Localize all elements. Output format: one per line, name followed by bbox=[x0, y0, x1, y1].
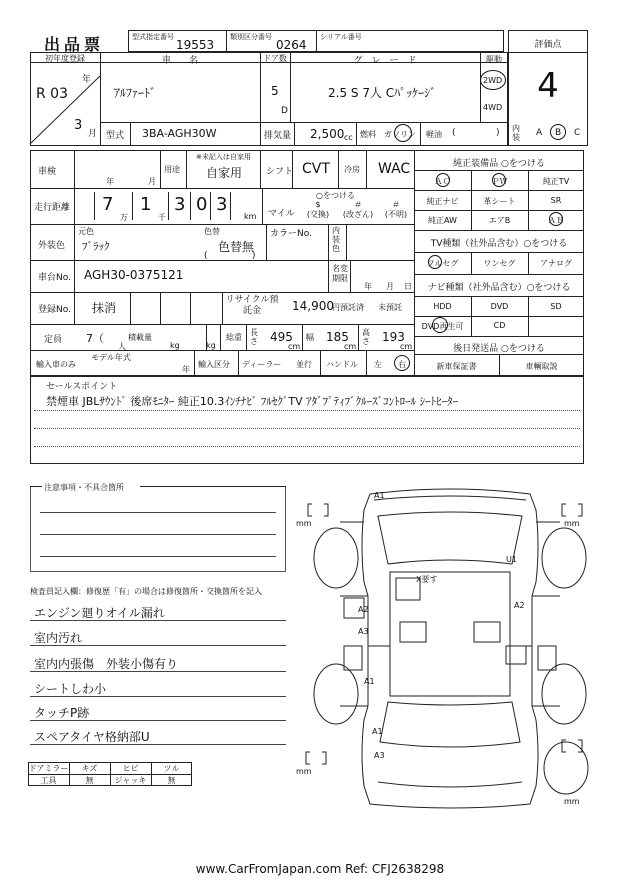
score-value: 4 bbox=[537, 66, 559, 106]
name-change-label: 名変期限 bbox=[332, 264, 348, 283]
later-manual: 車輌取説 bbox=[525, 362, 558, 371]
drive-2wd: 2WD bbox=[483, 76, 503, 85]
mileage-note: ○をつける bbox=[316, 191, 355, 200]
svg-text:mm: mm bbox=[296, 519, 312, 528]
color-no-label: カラーNo. bbox=[270, 229, 312, 239]
load-unit: kg bbox=[170, 341, 180, 350]
import-parallel: 並行 bbox=[296, 360, 312, 369]
tools-v2: 無 bbox=[85, 776, 94, 785]
mileage-mile: マイル bbox=[268, 209, 295, 219]
navi-type-label: ナビ種類（社外品含む）○をつける bbox=[427, 283, 571, 293]
svg-text:mm: mm bbox=[296, 767, 312, 776]
usage-label: 用途 bbox=[164, 165, 180, 174]
navi-dvd-playable: DVD再生可 bbox=[421, 322, 464, 331]
footer-ref: www.CarFromJapan.com Ref: CFJ2638298 bbox=[195, 862, 445, 876]
navi-sd: SD bbox=[550, 302, 562, 311]
sales-label: セールスポイント bbox=[46, 382, 118, 392]
score-label: 評価点 bbox=[534, 40, 562, 50]
handle-left: 左 bbox=[374, 360, 382, 369]
drive-2wd-circle bbox=[480, 70, 506, 90]
mileage-sen: 千 bbox=[158, 213, 166, 222]
interior-c: C bbox=[574, 128, 581, 138]
shaken-nen: 年 bbox=[106, 177, 114, 186]
note-1: エンジン廻りオイル漏れ bbox=[34, 606, 165, 620]
later-label: 後日発送品 ○をつける bbox=[453, 344, 545, 354]
fuel-label: 燃料 bbox=[360, 130, 376, 139]
type-no-label: 型式指定番号 bbox=[132, 33, 174, 41]
usage-note: ※未記入は自家用 bbox=[196, 153, 251, 161]
tools-h4: ツル bbox=[163, 764, 180, 773]
load-label: 積載量 bbox=[128, 333, 152, 342]
note-3: 室内内張傷 外装小傷有り bbox=[34, 657, 179, 671]
capacity-unit: 人 bbox=[118, 342, 126, 351]
month: 3 bbox=[74, 118, 83, 133]
interior-b-circle bbox=[550, 124, 566, 140]
note-6: スペアタイヤ格納部U bbox=[34, 730, 150, 744]
form-title: 出品票 bbox=[44, 35, 105, 54]
original-color: ﾌﾞﾗｯｸ bbox=[82, 240, 110, 253]
shift-label: シフト bbox=[266, 167, 294, 177]
chassis-no: AGH30-0375121 bbox=[84, 268, 184, 282]
interior-color-label: 内装色 bbox=[332, 226, 340, 253]
tv-fullseg: フルセグ bbox=[426, 259, 459, 268]
mileage-km: km bbox=[244, 212, 257, 221]
ac-label: 冷房 bbox=[344, 165, 360, 174]
svg-text:X要す: X要す bbox=[416, 575, 438, 584]
month-suffix: 月 bbox=[88, 129, 98, 139]
era-year: R 03 bbox=[36, 86, 68, 102]
category: 0264 bbox=[276, 38, 307, 52]
mileage-d5: 3 bbox=[216, 194, 228, 215]
weight-label: 総重 bbox=[226, 333, 242, 342]
equip-ab-circle bbox=[549, 212, 563, 226]
displacement: 2,500 bbox=[310, 127, 345, 141]
cc-unit: cc bbox=[344, 133, 353, 142]
mileage-tampered: ＃ (改ざん) bbox=[342, 200, 374, 219]
changed-color: 色替無 bbox=[218, 240, 255, 254]
tools-h2: キズ bbox=[81, 764, 98, 773]
equip-leather: 革シート bbox=[483, 197, 516, 206]
equip-pw-circle bbox=[492, 173, 506, 187]
header-box bbox=[128, 30, 504, 52]
serial-label: シリアル番号 bbox=[320, 33, 362, 41]
svg-text:A2: A2 bbox=[358, 605, 369, 614]
svg-text:A2: A2 bbox=[514, 601, 525, 610]
svg-text:A1: A1 bbox=[374, 491, 385, 500]
drive-4wd: 4WD bbox=[483, 103, 503, 112]
equip-navi: 純正ナビ bbox=[426, 197, 459, 206]
handle-right-circle bbox=[394, 355, 410, 371]
height-unit: cm bbox=[400, 342, 413, 351]
recycle-label: リサイクル預託金 bbox=[225, 295, 279, 316]
grade-label: グ レ ー ド bbox=[353, 56, 417, 66]
model-year-label: モデル年式 bbox=[91, 353, 131, 362]
length-unit: cm bbox=[288, 342, 301, 351]
ac: WAC bbox=[378, 161, 411, 177]
shaken-gatsu: 月 bbox=[148, 177, 156, 186]
import-type-label: 輸入区分 bbox=[198, 360, 230, 369]
first-reg-label: 初年度登録 bbox=[45, 54, 85, 63]
equip-tv: 純正TV bbox=[542, 177, 570, 186]
mileage-d3: 3 bbox=[174, 194, 186, 215]
width: 185 bbox=[326, 330, 349, 344]
equip-airbag: エアB bbox=[488, 216, 511, 225]
recycle-paid: 円預託済 bbox=[332, 303, 364, 312]
grade: 2.5 S 7人 Cﾊﾟｯｹｰｼﾞ bbox=[328, 86, 437, 100]
navi-cd: CD bbox=[493, 321, 506, 330]
capacity-label: 定員 bbox=[44, 335, 63, 345]
doors-label: ドア数 bbox=[263, 54, 287, 63]
model: 3BA-AGH30W bbox=[142, 127, 217, 140]
weight-unit: kg bbox=[206, 341, 216, 350]
drive-label: 駆動 bbox=[486, 55, 502, 64]
height: 193 bbox=[382, 330, 405, 344]
mileage-man: 万 bbox=[120, 213, 128, 222]
tv-oneseg: ワンセグ bbox=[483, 259, 516, 268]
tv-analog: アナログ bbox=[540, 259, 572, 268]
displacement-label: 排気量 bbox=[264, 131, 292, 141]
chassis-label: 車台No. bbox=[38, 273, 71, 283]
capacity: 7（ bbox=[86, 332, 104, 345]
registration-label: 登録No. bbox=[38, 305, 71, 315]
svg-text:U1: U1 bbox=[506, 555, 517, 564]
shaken-label: 車検 bbox=[38, 167, 57, 177]
model-year-nen: 年 bbox=[182, 365, 190, 374]
note-5: タッチP跡 bbox=[34, 706, 90, 720]
doors: 5 bbox=[271, 84, 279, 98]
import-label: 輸入車のみ bbox=[36, 360, 76, 369]
tools-h1: ドアミラー bbox=[28, 764, 69, 773]
exterior-color-label: 外装色 bbox=[38, 241, 66, 251]
svg-text:A3: A3 bbox=[374, 751, 385, 760]
length: 495 bbox=[270, 330, 293, 344]
tools-h3: ヒビ bbox=[122, 764, 139, 773]
recycle-unpaid: 未預託 bbox=[378, 303, 402, 312]
width-unit: cm bbox=[344, 342, 357, 351]
equip-ac-circle bbox=[436, 173, 450, 187]
height-label: 高さ bbox=[362, 328, 370, 346]
equip-sr: SR bbox=[550, 196, 562, 205]
tools-v1: 工具 bbox=[40, 776, 57, 785]
mileage-d2: 1 bbox=[140, 194, 152, 215]
note-2: 室内汚れ bbox=[34, 631, 83, 645]
usage: 自家用 bbox=[206, 166, 243, 180]
mileage-label: 走行距離 bbox=[34, 203, 71, 213]
width-label: 幅 bbox=[306, 333, 314, 342]
mileage-unknown: ＃ (不明) bbox=[384, 200, 408, 219]
interior-label: 内装 bbox=[512, 124, 520, 142]
mileage-d4: 0 bbox=[196, 194, 208, 215]
equip-ab: ＡＢ bbox=[548, 216, 564, 225]
import-dealer: ディーラー bbox=[242, 360, 282, 369]
original-color-label: 元色 bbox=[78, 227, 94, 236]
tools-v3: ジャッキ bbox=[114, 776, 147, 785]
car-name: ｱﾙﾌｧｰﾄﾞ bbox=[114, 86, 157, 100]
note-4: シートしわ小 bbox=[34, 682, 107, 696]
inspector-label: 検査員記入欄：修復歴「有」の場合は修復箇所・交換箇所を記入 bbox=[30, 587, 262, 596]
equip-ac: ＡＣ bbox=[434, 177, 451, 186]
notes-label: 注意事項・不具合箇所 bbox=[44, 483, 124, 492]
fuel-gas-circle bbox=[394, 124, 412, 142]
svg-text:mm: mm bbox=[564, 519, 580, 528]
car-name-label: 車 名 bbox=[161, 56, 198, 66]
handle-label: ハンドル bbox=[326, 360, 358, 369]
navi-hdd: HDD bbox=[433, 302, 452, 311]
std-equip-label: 純正装備品 ○をつける bbox=[453, 159, 545, 169]
interior-b: B bbox=[555, 128, 562, 138]
svg-text:mm: mm bbox=[564, 797, 580, 806]
mileage-exchanged: $ (交換) bbox=[306, 200, 330, 219]
type-no: 19553 bbox=[176, 38, 215, 52]
changed-color-label: 色替 bbox=[204, 227, 220, 236]
light-label: 軽油 bbox=[426, 130, 442, 139]
later-warranty: 新車保証書 bbox=[436, 362, 477, 371]
svg-text:A1: A1 bbox=[372, 727, 383, 736]
navi-dvd-circle bbox=[432, 317, 448, 333]
mileage-d1: 7 bbox=[102, 194, 114, 215]
year-suffix: 年 bbox=[82, 75, 92, 85]
car-damage-diagram bbox=[296, 486, 600, 816]
category-label: 類別区分番号 bbox=[230, 33, 272, 41]
recycle-amount: 14,900 bbox=[292, 299, 334, 313]
notes-box bbox=[30, 486, 286, 572]
svg-text:A1: A1 bbox=[364, 677, 375, 686]
svg-text:A3: A3 bbox=[358, 627, 369, 636]
tv-fullseg-circle bbox=[428, 255, 442, 269]
shift: CVT bbox=[302, 161, 330, 177]
length-label: 長さ bbox=[250, 328, 258, 346]
tv-type-label: TV種類（社外品含む）○をつける bbox=[430, 239, 568, 249]
fuel: ガソリン bbox=[384, 130, 416, 139]
equip-pw: ＰＷ bbox=[491, 177, 508, 186]
sales-text: 禁煙車 JBLｻｳﾝﾄﾞ 後席ﾓﾆﾀｰ 純正10.3ｲﾝﾁﾅﾋﾞ ﾌﾙｾｸﾞTV ｱﾀﾞﾌﾟﾃｨﾌﾞｸﾙｰｽﾞｺﾝﾄﾛｰﾙ ｼｰﾄﾋｰﾀｰ bbox=[46, 395, 459, 408]
model-label: 型式 bbox=[106, 131, 125, 141]
tools-v4: 無 bbox=[167, 776, 176, 785]
registration-no: 抹消 bbox=[92, 301, 117, 315]
handle-right: 右 bbox=[398, 360, 406, 369]
equip-aw: 純正AW bbox=[428, 216, 457, 225]
door-type: D bbox=[281, 106, 288, 116]
navi-dvd: DVD bbox=[490, 302, 509, 311]
interior-a: A bbox=[536, 128, 543, 138]
